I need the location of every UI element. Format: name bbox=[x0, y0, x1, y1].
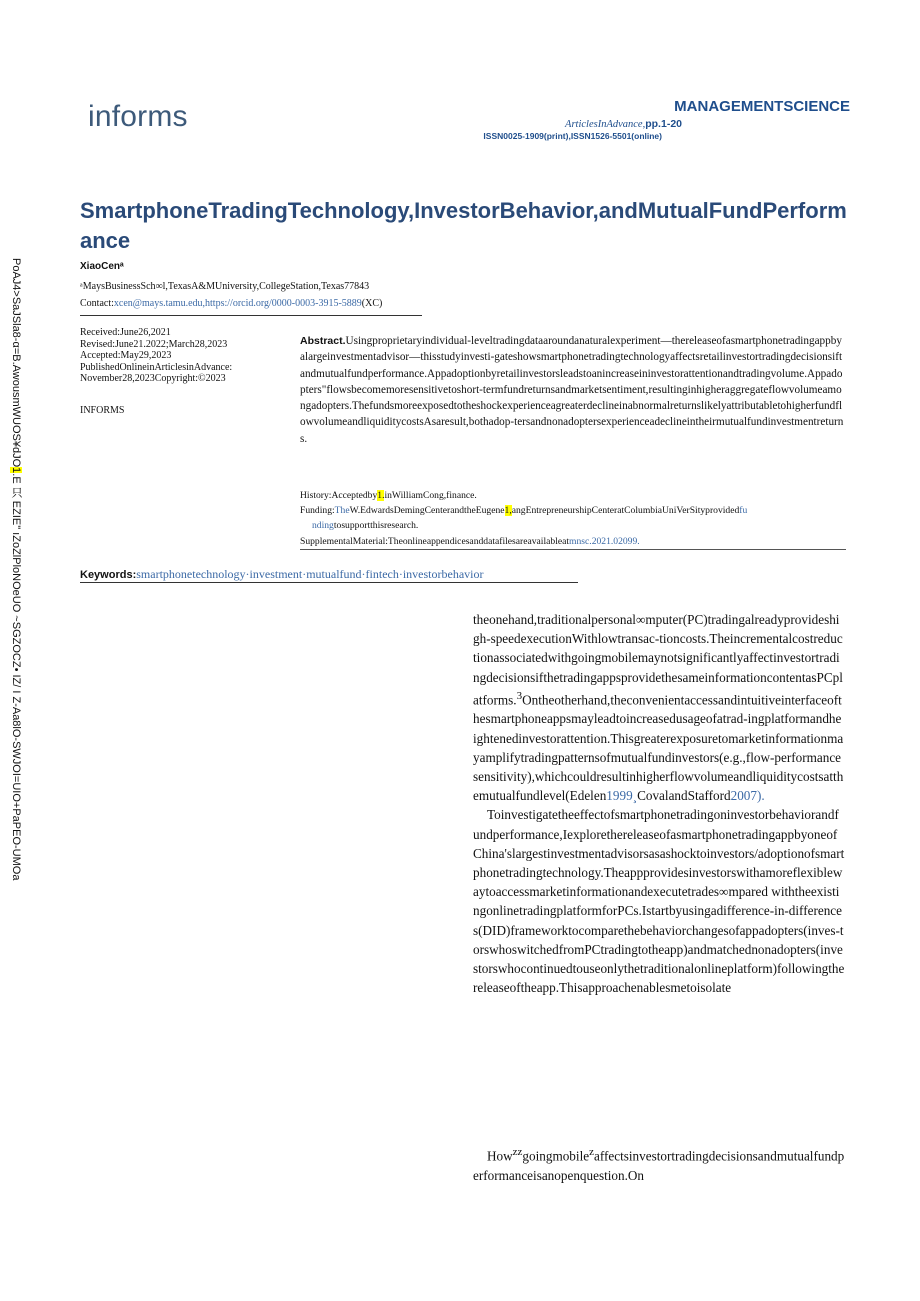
download-watermark bbox=[8, 258, 24, 880]
date-published-label: PublishedOnlineinArticlesinAdvance: bbox=[80, 361, 233, 373]
history-prefix: History:Acceptedby bbox=[300, 490, 378, 501]
divider bbox=[300, 549, 846, 550]
body-paragraph-2: Toinvestigatetheeffectofsmartphonetradingoninvestorbehaviorandfundperformance,IexplorethereleaseofasmartphonetradingappbyoneofChina'slargestinvestmentadvisorsasashocktoinvestors/adoptionofsmartphonetradingtechnology.Theappprovidesinvestorswithamoreflexiblewaytoaccessmarketinformationandexecutetrades∞mpared withtheexistingonlinetradingplatformforPCs.Istartbyusingadifference-in-differences(DID)frameworktocomparethebehaviorchangesofappadopters(inves-torswhoswitchedfromPCtradingtotheapp)andmatchednonadopters(investorswhocontinuedtouseonlythetraditionalonlineplatform)followingthereleaseoftheapp.Thisapproachenablesmetoisolate bbox=[473, 807, 845, 996]
quote-mark: z bbox=[589, 1146, 594, 1158]
quote-mark: zz bbox=[512, 1146, 523, 1158]
keywords bbox=[80, 567, 483, 582]
watermark-text: PoAJ4>SaJSla8-α=B.AwousmWUOS¥dJO bbox=[10, 258, 22, 468]
contact-separator: , bbox=[202, 298, 206, 309]
articles-in-advance bbox=[565, 118, 682, 130]
funding-highlight: 1, bbox=[504, 505, 512, 516]
page-range: pp.1-20 bbox=[645, 118, 682, 130]
footnote-3[interactable]: 3 bbox=[516, 689, 523, 702]
funding-the-link[interactable]: The bbox=[334, 505, 350, 516]
journal-name: MANAGEMENTSCIENCE bbox=[674, 98, 850, 115]
keywords-label: Keywords: bbox=[80, 569, 137, 581]
funding-to: tosupportthisresearch. bbox=[333, 520, 419, 531]
body-text: affectsinvestortradingdecisionsandmutualfundperformanceisanopenquestion.On bbox=[473, 1148, 845, 1183]
abstract bbox=[300, 333, 846, 447]
history-highlight: 1. bbox=[377, 490, 385, 501]
supplemental-line bbox=[300, 534, 846, 549]
issn: ISSN0025-1909(print),ISSN1526-5501(online) bbox=[483, 131, 662, 141]
informs-logo: informs bbox=[88, 100, 188, 133]
funding-link-part2[interactable]: nding bbox=[312, 520, 334, 531]
contact-suffix: (XC) bbox=[361, 298, 383, 309]
contact-line bbox=[80, 298, 382, 309]
body-paragraph-3 bbox=[473, 1143, 845, 1185]
history-suffix: inWilliamCong,finance. bbox=[384, 490, 477, 501]
supplemental-prefix: SupplementalMaterial:Theonlineappendicesanddatafilesareavailableat bbox=[300, 536, 570, 547]
keywords-list[interactable]: smartphonetechnology·investment·mutualfund·fintech·investorbehavior bbox=[136, 567, 484, 581]
funding-prefix: Funding: bbox=[300, 505, 335, 516]
watermark-highlight: 1 bbox=[10, 467, 22, 474]
funding-line bbox=[300, 503, 846, 533]
date-accepted: Accepted:May29,2023 bbox=[80, 350, 172, 361]
date-published: November28,2023Copyright:©2023 bbox=[80, 373, 226, 384]
affiliation: ᵃMaysBusinessSch∞l,TexasA&MUniversity,CollegeStation,Texas77843 bbox=[80, 281, 370, 292]
abstract-label: Abstract. bbox=[300, 335, 346, 347]
email-link[interactable]: xcen@mays.tamu.edu bbox=[113, 298, 203, 309]
body-text: Ontheotherhand,theconvenientaccessandintuitiveinterfaceofthesmartphoneappsmayleadtoincreasedusageofatrad-ingplatformandheightenedinvestorattention.Thisgreaterexposuretomarketinformationmayamplifytradingpatternsofmutualfundinvestors(e.g.,flow-performancesensitivity),whichcouldresultinhigherflowvolumeandliquiditycostsatthemutualfundlevel(Edelen bbox=[473, 692, 844, 804]
orcid-link[interactable]: https://orcid.org/0000-0003-3915-5889 bbox=[205, 298, 362, 309]
watermark-text: .E 只 EZIE" ıZoZlPloNOeUO ~SGZOCZ• IZ/ I Z-Aa8lO-SWJOI=UIO+PaPEO-UMOa bbox=[10, 473, 22, 881]
body-paragraph-1 bbox=[473, 610, 845, 805]
abstract-text: Usingproprietaryindividual-leveltradingdataaroundanaturalexperiment—thereleaseofasmartphonetradingappbyalargeinvestmentadvisor—thisstudyinvesti-gateshowsmartphonetradingtechnologyaffectsretailinvestortradingdecisionsiftandmutualfundperformance.Appadoptionbyretailinvestorsleadstoanincreaseininvestorattentionandtradingvolume.Appadopters"flowsbecomemoresensitivetoshort-termfundreturnsandmarketsentiment,resultinginhigheraggregateflowvolumeamongadopters.ThefundsmoreexposedtotheshockexperienceagreaterdeclineinabnormalreturnslikelyattributabletohigherfundflowvolumeandliquiditycostsAsaresult,bothadop-tersandnonadoptersexperienceadeclineintheirmutualfundinvestmentreturns. bbox=[300, 335, 844, 445]
date-received: Received:June26,2021 bbox=[80, 327, 171, 338]
body-text: How bbox=[487, 1148, 513, 1164]
divider bbox=[80, 315, 422, 316]
advance-label: ArticlesInAdvance, bbox=[565, 119, 646, 130]
citation-edelen[interactable]: 1999 bbox=[606, 788, 633, 804]
supplemental-link[interactable]: mnsc.2021.02099. bbox=[569, 536, 640, 547]
date-revised: Revised:June21.2022;March28,2023 bbox=[80, 338, 228, 350]
author-name: XiaoCenᵃ bbox=[80, 261, 124, 272]
body-text: theonehand,traditionalpersonal∞mputer(PC)tradingalreadyprovideshigh-speedexecutionWithlowtransac-tioncosts.TheincrementalcostreductionassociatedwithgoingmobilemaynotsignificantlyaffectinvestortradingdecisionsifthetradingappsprovidethesameinformationcontentasPCplatforms. bbox=[473, 612, 843, 708]
body-text: CovalandStafford bbox=[637, 788, 731, 804]
funding-middle: W.EdwardsDemingCenterandtheEugene bbox=[349, 505, 505, 516]
body-text: goingmobile bbox=[522, 1148, 590, 1164]
article-title: SmartphoneTradingTechnology,InvestorBehavior,andMutualFundPerformance bbox=[80, 198, 847, 253]
divider bbox=[80, 582, 578, 583]
publisher: INFORMS bbox=[80, 405, 125, 416]
funding-link-part1[interactable]: fu bbox=[739, 505, 748, 516]
history-line bbox=[300, 488, 846, 503]
funding-rest: angEntrepreneurshipCenteratColumbiaUniVerSityprovided bbox=[511, 505, 740, 516]
article-dates bbox=[80, 327, 290, 385]
citation-coval[interactable]: 2007). bbox=[730, 788, 765, 804]
citation-separator: ¸ bbox=[632, 788, 638, 804]
body-column bbox=[473, 610, 845, 997]
contact-label: Contact: bbox=[80, 298, 114, 309]
